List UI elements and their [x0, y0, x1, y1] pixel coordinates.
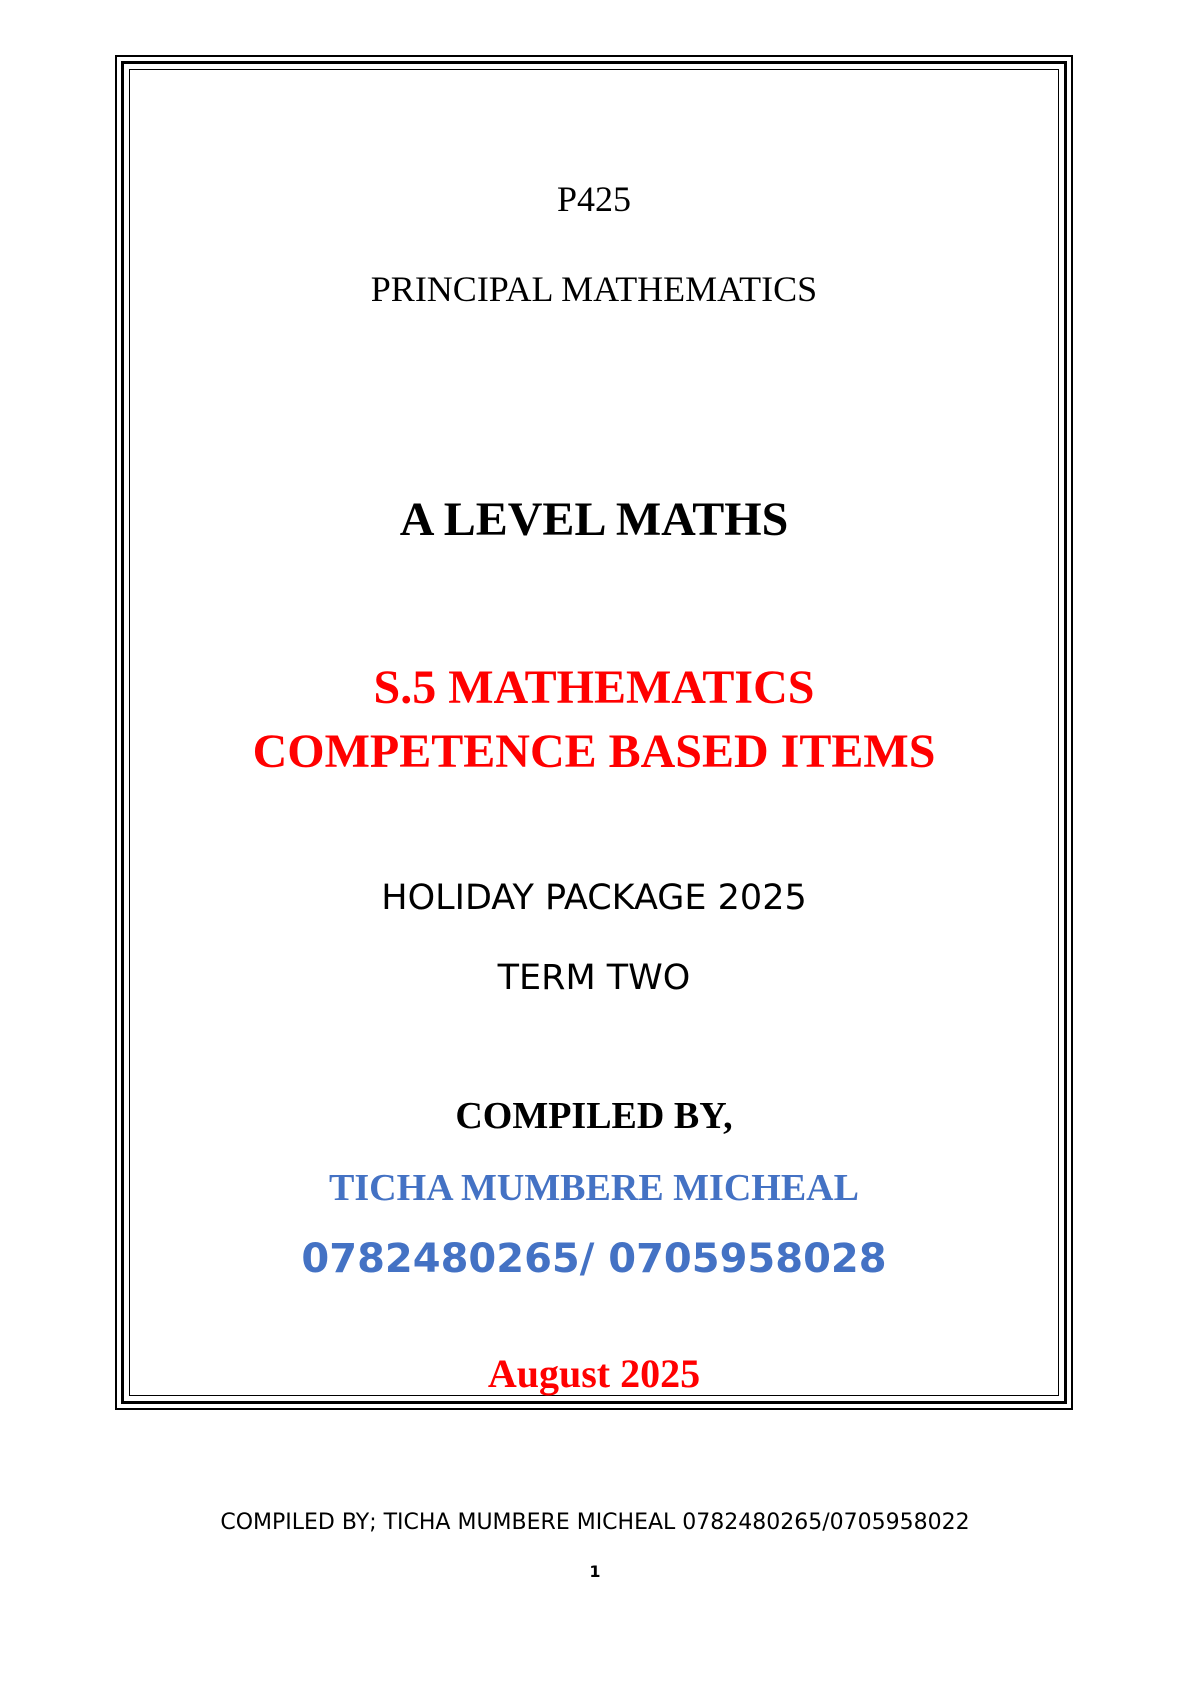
page-footer: COMPILED BY; TICHA MUMBERE MICHEAL 0782480265/0705958022 [220, 1510, 970, 1535]
level-heading: A LEVEL MATHS [399, 493, 789, 546]
subject-name: PRINCIPAL MATHEMATICS [370, 269, 818, 309]
compiled-by-label: COMPILED BY, [455, 1095, 733, 1137]
package-label: HOLIDAY PACKAGE 2025 [381, 878, 807, 918]
author-name: TICHA MUMBERE MICHEAL [329, 1167, 859, 1209]
paper-code: P425 [556, 179, 632, 219]
main-title-line-2: COMPETENCE BASED ITEMS [252, 725, 936, 778]
publication-date: August 2025 [487, 1351, 701, 1396]
term-label: TERM TWO [497, 958, 691, 998]
author-phones: 0782480265/ 0705958028 [301, 1236, 887, 1282]
page-number: 1 [589, 1562, 601, 1581]
main-title-line-1: S.5 MATHEMATICS [373, 661, 815, 714]
